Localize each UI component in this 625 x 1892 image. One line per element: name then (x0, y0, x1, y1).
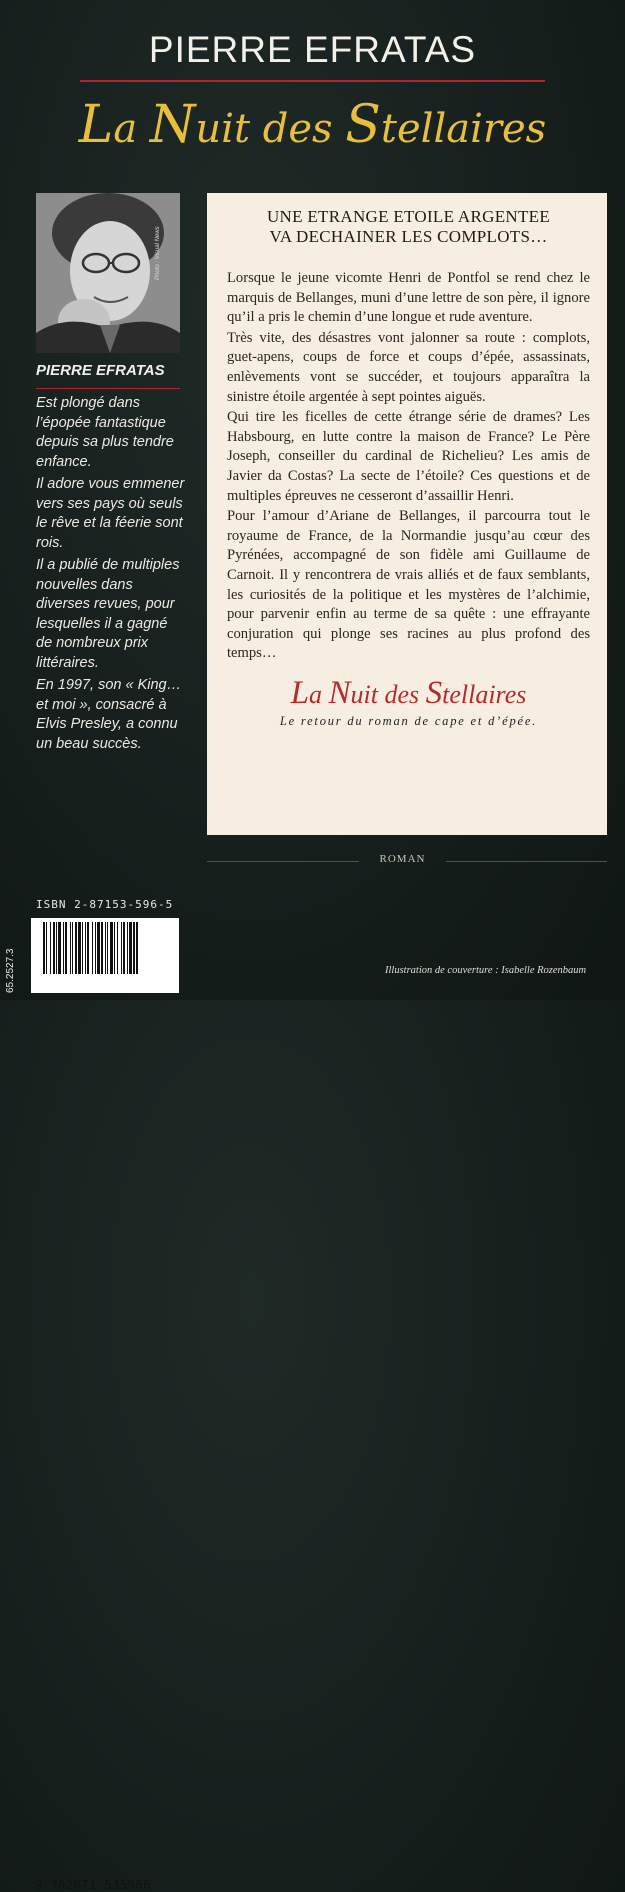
title-cap-1: L (78, 95, 114, 155)
bio-paragraph: Il adore vous emmener vers ses pays où seuls le rêve et la féerie sont rois. (36, 476, 185, 551)
barcode-bars (31, 918, 179, 993)
barcode-bar (105, 922, 106, 974)
barcode-bar (82, 922, 83, 974)
barcode-bar (101, 922, 103, 974)
barcode-number: 9 782871 535966 (35, 1878, 151, 1892)
side-code: 65.2527.3 (5, 948, 16, 993)
panel-title-cap-1: L (290, 674, 309, 711)
barcode-bar (127, 922, 128, 974)
panel-title-rest-4: tellaires (442, 679, 527, 709)
barcode-bar (133, 922, 135, 974)
barcode-bar (107, 922, 108, 974)
barcode-bar (97, 922, 100, 974)
panel-title-word-3: des (384, 679, 420, 709)
barcode-bar (50, 922, 51, 974)
panel-title-rest-2: uit (350, 679, 378, 709)
barcode-bar (87, 922, 89, 974)
barcode-bar (43, 922, 45, 974)
summary-paragraph: Très vite, des désastres vont jalonner sa route : complots, guet-apens, coups de force et coups d’épée, assassinats, enlèvements vont se succéder, et toujours apparaîtra la sinistre étoile argentée à sept pointes aiguës. (227, 329, 590, 405)
summary-paragraph: Qui tire les ficelles de cette étrange série de drames? Les Habsbourg, en lutte contre la maison de France? Le Père Joseph, conseiller du cardinal de Richelieu? Les amis de Javier da Costas? La secte de l’étoile? Ces questions et de multiples épreuves ne cesseront d’assaillir Henri. (227, 409, 590, 504)
title-rest-2: uit (195, 106, 251, 152)
barcode-bar (53, 922, 55, 974)
summary-panel (207, 193, 607, 835)
barcode-bar (121, 922, 122, 974)
summary-paragraph: Pour l’amour d’Ariane de Bellanges, il parcourra tout le royaume de France, de la Normandie jusqu’au cœur des Pyrénées, accompagné de son fidèle ami Guillaume de Carnoit. Il y rencontrera de vrais alliés et de faux semblants, les curiosités de la politique et les mystères de l’alchimie, pour parvenir enfin au terme de sa quête : une effrayante conjuration qui plonge ses racines au plus profond des temps… (227, 508, 590, 662)
title-rest-1: a (113, 106, 138, 152)
barcode-bar (117, 922, 118, 974)
tagline: Le retour du roman de cape et d’épée. (279, 713, 538, 728)
barcode-bar (110, 922, 113, 974)
genre-divider-left (207, 861, 359, 862)
headline-line-1: UNE ETRANGE ETOILE ARGENTEE (266, 207, 551, 226)
barcode-bar (75, 922, 77, 974)
barcode (31, 918, 179, 1892)
title-cap-4: S (345, 95, 381, 155)
top-divider (80, 80, 545, 82)
panel-headline (227, 207, 590, 247)
summary-paragraph: Lorsque le jeune vicomte Henri de Pontfol se rend chez le marquis de Bellanges, muni d’une lettre de son père, il ignore qu’il a pris le chemin d’une longue et rude aventure. (227, 270, 590, 326)
headline-line-2: VA DECHAINER LES COMPLOTS… (269, 227, 548, 246)
barcode-bar (46, 922, 47, 974)
barcode-bar (123, 922, 125, 974)
barcode-bar (72, 922, 73, 974)
bio-paragraph: En 1997, son « King… et moi », consacré à Elvis Presley, a connu un beau succès. (36, 677, 182, 752)
barcode-bar (70, 922, 71, 974)
isbn-text: ISBN 2-87153-596-5 (36, 898, 174, 911)
title-rest-4: tellaires (380, 106, 547, 152)
title-word-3: des (262, 106, 333, 152)
barcode-bar (136, 922, 138, 974)
summary-text (227, 269, 590, 664)
panel-title-rest-1: a (308, 679, 322, 709)
panel-title-cap-2: N (328, 674, 351, 711)
barcode-bar (85, 922, 86, 974)
bio-paragraph: Est plongé dans l’épopée fantastique depuis sa plus tendre enfance. (36, 395, 174, 470)
barcode-bar (65, 922, 67, 974)
barcode-bar (92, 922, 93, 974)
barcode-bar (114, 922, 115, 974)
barcode-bar (95, 922, 96, 974)
genre-label: ROMAN (379, 853, 426, 865)
barcode-bar (56, 922, 57, 974)
barcode-bar (63, 922, 64, 974)
barcode-bar (58, 922, 61, 974)
author-bio (36, 394, 186, 757)
barcode-bar (129, 922, 132, 974)
sidebar-divider (36, 388, 180, 389)
bio-paragraph: Il a publié de multiples nouvelles dans diverses revues, pour lesquelles il a gagné de nombreux prix littéraires. (36, 557, 180, 671)
cover-title (0, 95, 625, 155)
photo-credit: Photo : Visual News (155, 226, 161, 280)
cover-author: PIERRE EFRATAS (148, 29, 477, 70)
barcode-bar (78, 922, 81, 974)
genre-divider-right (446, 861, 607, 862)
sidebar-author: PIERRE EFRATAS (36, 362, 165, 379)
panel-title (227, 674, 590, 711)
title-cap-2: N (149, 95, 196, 155)
cover-credit: Illustration de couverture : Isabelle Rozenbaum (385, 965, 587, 976)
panel-title-cap-4: S (425, 674, 443, 711)
